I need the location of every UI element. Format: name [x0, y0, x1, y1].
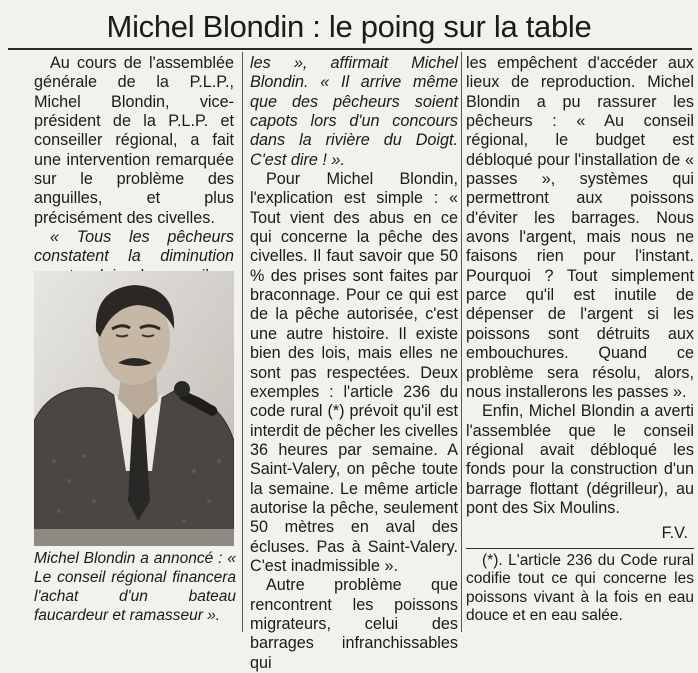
author-signature: F.V. — [661, 524, 688, 543]
column-1 — [34, 54, 234, 286]
footnote: (*). L'article 236 du Code rural codifie tout ce qui concerne les poissons vivant à la fois en eau douce et en eau salée. — [466, 551, 694, 625]
paragraph-quote-end: les », affirmait Michel Blondin. « Il arrive même que des pêcheurs soient capots lors d'un concours dans la rivière du Doigt. C'est dire ! ». — [250, 54, 458, 169]
column-3 — [466, 54, 694, 626]
headline: Michel Blondin : le poing sur la table — [106, 9, 592, 44]
headline-rule — [8, 48, 692, 50]
column-2 — [250, 54, 458, 673]
photo-caption: Michel Blondin a annoncé : « Le conseil régional financera l'achat d'un bateau faucardeur et ramasseur ». — [34, 550, 236, 624]
portrait-photo — [34, 271, 234, 546]
paragraph-intro: Au cours de l'assemblée générale de la P.L.P., Michel Blondin, vice-président de la P.L.P. et conseiller régional, a fait une intervention remarquée sur le problème des anguilles, et plus précisément des civelles. — [34, 54, 234, 227]
paragraph-conclusion: Enfin, Michel Blondin a averti l'assemblée que le conseil régional avait débloqué les fonds pour la construction d'un barrage flottant (dégrilleur), au pont des Six Moulins. — [466, 402, 694, 517]
portrait-illustration — [34, 271, 234, 546]
footnote-rule — [466, 548, 694, 549]
paragraph-explanation: Pour Michel Blondin, l'explication est simple : « Tout vient des abus en ce qui concerne la pêche des civelles. Il faut savoir que 50 % des prises sont faites par braconnage. Pour ce qui est de la pêche autorisée, c'est une autre histoire. Il existe bien des lois, mais elles ne sont pas respectées. Deux exemples : l'article 236 du code rural (*) prévoit qu'il est interdit de pêcher les civelles 36 heures par semaine. A Saint-Valery, on pêche toute la semaine. Le même article autorise la pêche, seulement 50 mètres en aval des écluses. Pas à Saint-Valery. C'est inadmissible ». — [250, 170, 458, 575]
column-divider-1 — [242, 52, 243, 632]
paragraph-passes: les empêchent d'accéder aux lieux de reproduction. Michel Blondin a pu rassurer les pêcheurs : « Au conseil régional, le budget est débloqué pour l'installation de « passes », systèmes qui permettront aux poissons d'éviter les barrages. Nous avons l'argent, mais nous ne faisons rien pour l'instant. Pourquoi ? Tout simplement parce qu'il est inutile de dépenser de l'argent si les poissons sont détruits aux embouchures. Quand ce problème sera résolu, alors, nous installerons les passes ». — [466, 54, 694, 401]
paragraph-migrators: Autre problème que rencontrent les poissons migrateurs, celui des barrages infranchissables qui — [250, 576, 458, 672]
paragraph-quote-start: « Tous les pêcheurs constatent la diminution — [34, 228, 234, 266]
column-divider-2 — [461, 52, 462, 632]
